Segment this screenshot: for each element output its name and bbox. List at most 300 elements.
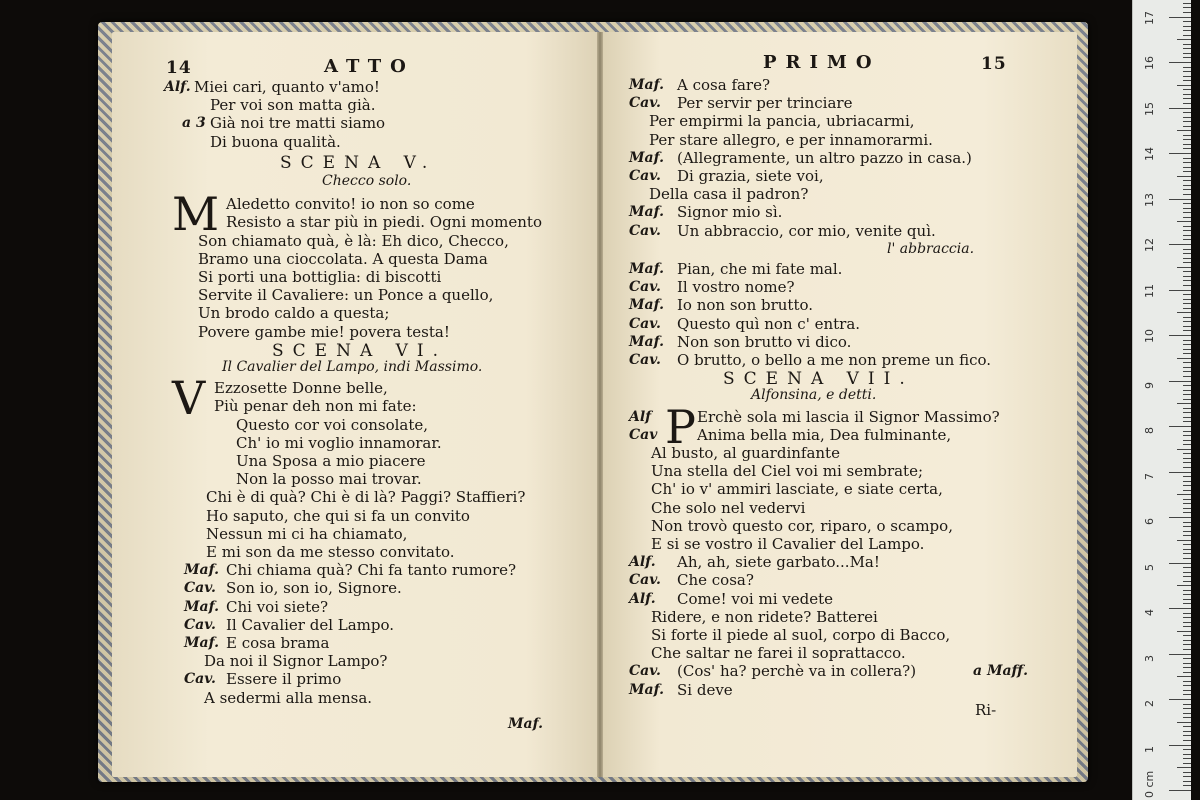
ruler-number: 16 [1143, 56, 1156, 70]
ruler-tick [1183, 726, 1191, 727]
ruler-tick [1169, 608, 1191, 609]
ruler-number: 11 [1143, 283, 1156, 298]
ruler-tick [1169, 472, 1191, 473]
ruler-tick [1183, 690, 1191, 691]
verse-line: Chi voi siete? [226, 597, 329, 616]
ruler-tick [1177, 676, 1191, 677]
right-page [603, 32, 1077, 777]
drop-capital: P [665, 399, 696, 454]
ruler-tick [1183, 581, 1191, 582]
ruler-tick [1183, 249, 1191, 250]
ruler-tick [1183, 572, 1191, 573]
ruler-tick [1183, 758, 1191, 759]
speaker-label: Maf. [629, 204, 664, 221]
ruler-tick [1183, 481, 1191, 482]
speaker-label: Cav. [184, 671, 216, 688]
ruler-tick [1169, 381, 1191, 382]
ruler-tick [1183, 262, 1191, 263]
ruler-tick [1183, 444, 1191, 445]
ruler-tick [1183, 740, 1191, 741]
speaker-label: Alf. [629, 590, 656, 607]
ruler-tick [1183, 522, 1191, 523]
ruler-tick [1183, 285, 1191, 286]
ruler-tick [1183, 76, 1191, 77]
ruler-tick [1183, 330, 1191, 331]
ruler-tick [1177, 722, 1191, 723]
ruler-tick [1183, 258, 1191, 259]
ruler-tick [1183, 276, 1191, 277]
ruler-tick [1183, 180, 1191, 181]
ruler-number: 1 [1143, 745, 1156, 753]
ruler-tick [1183, 235, 1191, 236]
verse-line: Povere gambe mie! povera testa! [198, 322, 450, 341]
page-number: 15 [981, 54, 1007, 74]
verse-line: Pian, che mi fate mal. [677, 260, 843, 278]
speaker-label: a 3 [182, 115, 206, 132]
ruler-tick [1183, 53, 1191, 54]
ruler-tick [1183, 121, 1191, 122]
verse-line: (Cos' ha? perchè va in collera?) [677, 662, 917, 681]
ruler-tick [1183, 30, 1191, 31]
speaker-label: Maf. [184, 562, 219, 579]
ruler-number: 5 [1143, 563, 1156, 571]
ruler-number: 8 [1143, 427, 1156, 434]
ruler-tick [1183, 376, 1191, 377]
ruler-tick [1183, 667, 1191, 668]
verse-line: Servite il Cavaliere: un Ponce a quello, [198, 286, 494, 305]
ruler-tick [1183, 772, 1191, 773]
verse-line: Son chiamato quà, è là: Eh dico, Checco, [198, 231, 509, 250]
ruler-tick [1183, 308, 1191, 309]
ruler-tick [1183, 57, 1191, 58]
ruler-tick [1177, 358, 1191, 359]
ruler-tick [1183, 499, 1191, 500]
ruler-tick [1183, 3, 1191, 4]
verse-line: Bramo una cioccolata. A questa Dama [198, 249, 488, 268]
ruler-tick [1183, 303, 1191, 304]
ruler-tick [1183, 558, 1191, 559]
ruler-tick [1183, 763, 1191, 764]
ruler-tick [1183, 7, 1191, 8]
ruler-tick [1183, 412, 1191, 413]
ruler-tick [1177, 403, 1191, 404]
catchword: Ri- [975, 700, 997, 719]
ruler-tick [1183, 599, 1191, 600]
ruler-tick [1177, 449, 1191, 450]
speaker-label: Maf. [629, 297, 664, 314]
verse-line: Da noi il Signor Lampo? [204, 652, 388, 671]
ruler-tick [1183, 344, 1191, 345]
verse-line: Non la posso mai trovar. [236, 470, 422, 489]
ruler-tick [1183, 203, 1191, 204]
ruler-tick [1183, 549, 1191, 550]
speaker-label: Cav. [629, 352, 661, 368]
ruler-tick [1183, 212, 1191, 213]
verse-line: Che solo nel vedervi [651, 498, 806, 517]
ruler-tick [1183, 390, 1191, 391]
speaker-label: Cav. [629, 315, 661, 332]
ruler-tick [1177, 176, 1191, 177]
ruler-tick [1183, 708, 1191, 709]
ruler-number: 2 [1143, 700, 1156, 707]
ruler-tick [1183, 321, 1191, 322]
ruler-tick [1183, 271, 1191, 272]
ruler-tick [1183, 785, 1191, 786]
verse-line: E cosa brama [226, 634, 330, 652]
verse-line: Il Cavalier del Lampo. [226, 615, 395, 634]
verse-line: Per empirmi la pancia, ubriacarmi, [649, 112, 915, 131]
ruler-tick [1183, 26, 1191, 27]
speaker-label: Cav. [629, 222, 661, 239]
ruler-tick [1183, 189, 1191, 190]
ruler-tick [1177, 130, 1191, 131]
verse-line: Si forte il piede al suol, corpo di Bacco, [651, 626, 951, 644]
verse-line: Erchè sola mi lascia il Signor Massimo? [697, 407, 1000, 426]
ruler-tick [1183, 640, 1191, 641]
ruler-tick [1183, 98, 1191, 99]
ruler-tick [1183, 617, 1191, 618]
verse-line: Ch' io v' ammiri lasciate, e siate certa, [651, 480, 943, 499]
ruler-number: 14 [1143, 147, 1156, 161]
measuring-ruler [1132, 0, 1191, 800]
speaker-label: Cav. [629, 95, 661, 112]
ruler-tick [1183, 503, 1191, 504]
speaker-label: Maf. [629, 261, 664, 277]
ruler-tick [1183, 681, 1191, 682]
verse-line: Al busto, al guardinfante [651, 444, 840, 462]
ruler-tick [1183, 144, 1191, 145]
ruler-tick [1183, 71, 1191, 72]
ruler-tick [1183, 635, 1191, 636]
ruler-tick [1183, 576, 1191, 577]
ruler-tick [1183, 531, 1191, 532]
ruler-tick [1169, 108, 1191, 109]
ruler-tick [1183, 672, 1191, 673]
scene-cast: Alfonsina, e detti. [751, 387, 877, 404]
speaker-label: Cav. [184, 580, 216, 597]
ruler-tick [1177, 494, 1191, 495]
ruler-tick [1183, 230, 1191, 231]
catchword: Maf. [508, 715, 543, 732]
ruler-tick [1183, 148, 1191, 149]
verse-line: E mi son da me stesso convitato. [206, 543, 455, 561]
verse-line: Più penar deh non mi fate: [214, 397, 417, 416]
ruler-tick [1183, 371, 1191, 372]
verse-line: Aledetto convito! io non so come [226, 195, 475, 214]
ruler-tick [1183, 462, 1191, 463]
ruler-tick [1183, 362, 1191, 363]
ruler-tick [1183, 694, 1191, 695]
ruler-tick [1183, 526, 1191, 527]
speaker-label: Cav. [184, 616, 216, 633]
verse-line: Già noi tre matti siamo [210, 114, 386, 133]
verse-line: Per servir per trinciare [677, 94, 853, 113]
ruler-tick [1183, 421, 1191, 422]
scene-cast: Checco solo. [322, 173, 412, 189]
verse-line: A sedermi alla mensa. [204, 688, 373, 707]
verse-line: (Allegramente, un altro pazzo in casa.) [677, 148, 972, 167]
ruler-tick [1183, 613, 1191, 614]
ruler-tick [1183, 458, 1191, 459]
ruler-tick [1183, 544, 1191, 545]
speaker-label: Maf. [629, 77, 664, 93]
ruler-number: 10 [1143, 329, 1156, 343]
ruler-tick [1183, 280, 1191, 281]
ruler-number: 17 [1143, 10, 1156, 25]
speaker-label: Cav. [629, 168, 661, 184]
ruler-tick [1183, 167, 1191, 168]
ruler-tick [1183, 67, 1191, 68]
ruler-tick [1183, 685, 1191, 686]
verse-line: Signor mio sì. [677, 203, 783, 222]
ruler-tick [1183, 476, 1191, 477]
ruler-tick [1183, 299, 1191, 300]
ruler-tick [1183, 394, 1191, 395]
verse-line: Miei cari, quanto v'amo! [194, 78, 380, 96]
ruler-tick [1183, 317, 1191, 318]
ruler-tick [1169, 699, 1191, 700]
verse-line: Ezzosette Donne belle, [214, 379, 388, 398]
ruler-tick [1183, 603, 1191, 604]
ruler-tick [1169, 335, 1191, 336]
ruler-tick [1183, 185, 1191, 186]
ruler-tick [1183, 467, 1191, 468]
ruler-tick [1183, 485, 1191, 486]
ruler-tick [1183, 622, 1191, 623]
ruler-tick [1183, 35, 1191, 36]
verse-line: Come! voi mi vedete [677, 589, 833, 608]
ruler-tick [1183, 749, 1191, 750]
verse-line: Questo cor voi consolate, [236, 415, 429, 434]
verse-line: Essere il primo [226, 670, 342, 689]
running-head: PRIMO [763, 52, 881, 73]
ruler-tick [1177, 540, 1191, 541]
verse-line: Di buona qualità. [210, 132, 341, 151]
left-text-block [112, 32, 599, 777]
ruler-tick [1169, 563, 1191, 564]
ruler-tick [1169, 517, 1191, 518]
ruler-tick [1169, 426, 1191, 427]
speaker-label: Maf. [629, 333, 664, 350]
ruler-tick [1183, 194, 1191, 195]
ruler-tick [1183, 171, 1191, 172]
verse-line: A cosa fare? [677, 76, 771, 94]
ruler-tick [1183, 340, 1191, 341]
ruler-tick [1183, 135, 1191, 136]
verse-line: Della casa il padron? [649, 185, 809, 204]
verse-line: Un abbraccio, cor mio, venite quì. [677, 221, 936, 240]
right-text-block [603, 32, 1077, 777]
ruler-tick [1183, 417, 1191, 418]
ruler-tick [1183, 408, 1191, 409]
speaker-label: Alf. [164, 79, 191, 95]
ruler-tick [1183, 663, 1191, 664]
ruler-number: 9 [1143, 381, 1156, 389]
verse-line: Ho saputo, che qui si fa un convito [206, 506, 470, 525]
verse-line: Il vostro nome? [677, 278, 795, 297]
ruler-tick [1183, 776, 1191, 777]
ruler-tick [1183, 385, 1191, 386]
verse-line: Una stella del Ciel voi mi sembrate; [651, 462, 924, 481]
ruler-tick [1183, 226, 1191, 227]
ruler-tick [1169, 199, 1191, 200]
ruler-tick [1183, 48, 1191, 49]
verse-line: O brutto, o bello a me non preme un fico. [677, 351, 992, 369]
ruler-tick [1183, 431, 1191, 432]
ruler-tick [1183, 239, 1191, 240]
speaker-label: Cav [629, 426, 658, 443]
ruler-number: 6 [1143, 518, 1156, 525]
verse-line: Non son brutto vi dico. [677, 332, 852, 351]
verse-line: Si porti una bottiglia: di biscotti [198, 268, 442, 286]
verse-line: Chi chiama quà? Chi fa tanto rumore? [226, 561, 517, 580]
speaker-label: Alf. [629, 554, 656, 571]
page-number: 14 [166, 58, 192, 78]
ruler-tick [1177, 267, 1191, 268]
stage-direction-aside: a Maff. [973, 663, 1028, 680]
ruler-tick [1183, 349, 1191, 350]
ruler-tick [1183, 80, 1191, 81]
verse-line: E si se vostro il Cavalier del Lampo. [651, 535, 925, 553]
ruler-tick [1177, 221, 1191, 222]
ruler-tick [1183, 253, 1191, 254]
verse-line: Una Sposa a mio piacere [236, 452, 426, 470]
ruler-tick [1183, 21, 1191, 22]
ruler-tick [1183, 44, 1191, 45]
ruler-tick [1183, 754, 1191, 755]
speaker-label: Maf. [184, 598, 219, 615]
ruler-tick [1183, 658, 1191, 659]
verse-line: Che cosa? [677, 571, 754, 590]
verse-line: Che saltar ne farei il soprattacco. [651, 644, 906, 663]
ruler-number: 4 [1143, 609, 1156, 616]
verse-line: Di grazia, siete voi, [677, 167, 824, 185]
verse-line: Io non son brutto. [677, 296, 814, 315]
ruler-tick [1183, 367, 1191, 368]
ruler-tick [1183, 731, 1191, 732]
ruler-tick [1169, 244, 1191, 245]
verse-line: Resisto a star più in piedi. Ogni momento [226, 213, 542, 232]
ruler-tick [1183, 162, 1191, 163]
ruler-tick [1183, 117, 1191, 118]
ruler-tick [1183, 353, 1191, 354]
ruler-tick [1183, 626, 1191, 627]
ruler-tick [1183, 94, 1191, 95]
ruler-tick [1177, 585, 1191, 586]
ruler-tick [1177, 767, 1191, 768]
running-head: ATTO [324, 56, 415, 77]
verse-line: Questo quì non c' entra. [677, 314, 861, 333]
verse-line: Per voi son matta già. [210, 96, 376, 115]
ruler-tick [1169, 654, 1191, 655]
verse-line: Chi è di quà? Chi è di là? Paggi? Staffieri? [206, 488, 526, 507]
speaker-label: Alf [629, 408, 652, 425]
ruler-tick [1183, 644, 1191, 645]
ruler-tick [1183, 594, 1191, 595]
ruler-tick [1183, 508, 1191, 509]
ruler-tick [1183, 490, 1191, 491]
ruler-tick [1183, 89, 1191, 90]
ruler-tick [1183, 294, 1191, 295]
drop-capital: M [172, 187, 220, 242]
ruler-tick [1183, 453, 1191, 454]
ruler-tick [1169, 17, 1191, 18]
ruler-tick [1183, 139, 1191, 140]
ruler-tick [1183, 208, 1191, 209]
ruler-tick [1183, 535, 1191, 536]
ruler-tick [1183, 704, 1191, 705]
verse-line: Ridere, e non ridete? Batterei [651, 607, 878, 626]
scene-cast: Il Cavalier del Lampo, indi Massimo. [222, 359, 483, 375]
ruler-tick [1183, 649, 1191, 650]
ruler-tick [1183, 326, 1191, 327]
verse-line: Son io, son io, Signore. [226, 579, 402, 598]
speaker-label: Maf. [629, 149, 664, 166]
scene-heading: SCENA VI. [272, 340, 448, 361]
speaker-label: Maf. [629, 681, 664, 698]
ruler-number: 12 [1143, 238, 1156, 252]
verse-line: Un brodo caldo a questa; [198, 304, 390, 323]
ruler-tick [1169, 290, 1191, 291]
ruler-tick [1169, 790, 1191, 791]
ruler-tick [1177, 312, 1191, 313]
ruler-tick [1183, 12, 1191, 13]
verse-line: Non trovò questo cor, riparo, o scampo, [651, 516, 953, 535]
ruler-tick [1183, 553, 1191, 554]
speaker-label: Cav. [629, 663, 661, 680]
ruler-tick [1169, 62, 1191, 63]
ruler-tick [1177, 39, 1191, 40]
ruler-number: 3 [1143, 654, 1156, 662]
ruler-tick [1183, 158, 1191, 159]
ruler-tick [1183, 781, 1191, 782]
scene-heading: SCENA V. [280, 152, 437, 173]
ruler-number: 15 [1143, 101, 1156, 116]
verse-line: Ah, ah, siete garbato...Ma! [677, 553, 880, 572]
stage-direction: l' abbraccia. [887, 240, 975, 257]
ruler-tick [1169, 153, 1191, 154]
scene-heading: SCENA VII. [723, 369, 914, 390]
ruler-tick [1183, 735, 1191, 736]
ruler-tick [1183, 399, 1191, 400]
ruler-tick [1183, 717, 1191, 718]
ruler-tick [1183, 440, 1191, 441]
ruler-tick [1183, 217, 1191, 218]
verse-line: Per stare allegro, e per innamorarmi. [649, 130, 933, 149]
ruler-tick [1177, 85, 1191, 86]
verse-line: Si deve [677, 680, 733, 699]
ruler-tick [1183, 512, 1191, 513]
ruler-tick [1183, 590, 1191, 591]
verse-line: Nessun mi ci ha chiamato, [206, 524, 408, 543]
drop-capital: V [172, 371, 206, 426]
ruler-tick [1183, 713, 1191, 714]
ruler-tick [1183, 435, 1191, 436]
speaker-label: Maf. [184, 635, 219, 651]
ruler-tick [1169, 745, 1191, 746]
ruler-number: 7 [1143, 472, 1156, 480]
left-page [112, 32, 599, 777]
verse-line: Anima bella mia, Dea fulminante, [697, 425, 952, 444]
speaker-label: Cav. [629, 572, 661, 589]
verse-line: Ch' io mi voglio innamorar. [236, 433, 442, 452]
ruler-number: 13 [1143, 192, 1156, 207]
ruler-number: 0 cm [1143, 770, 1156, 798]
ruler-tick [1177, 631, 1191, 632]
ruler-tick [1183, 567, 1191, 568]
speaker-label: Cav. [629, 279, 661, 296]
ruler-tick [1183, 126, 1191, 127]
